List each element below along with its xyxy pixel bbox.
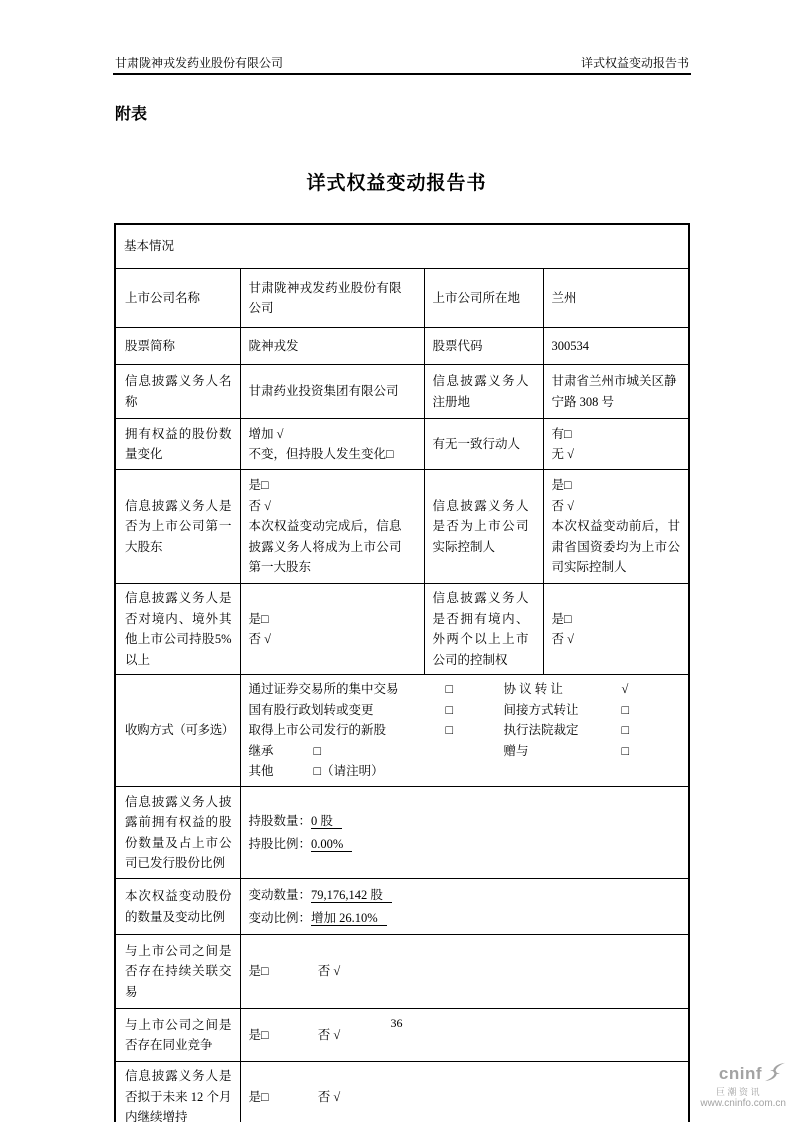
competition-label: 与上市公司之间是否存在同业竞争 bbox=[115, 1009, 240, 1062]
company-label: 上市公司名称 bbox=[115, 269, 240, 328]
company-location-value: 兰州 bbox=[543, 269, 689, 328]
change-amount-values bbox=[240, 879, 689, 935]
other-holdings-label: 信息披露义务人是否对境内、境外其他上市公司持股5%以上 bbox=[115, 584, 240, 675]
cninfo-watermark bbox=[700, 1062, 786, 1109]
opt-gift-label: 赠与 bbox=[503, 743, 529, 758]
pre-holdings-ratio-value: 0.00% bbox=[311, 837, 352, 852]
concert-party-yes: 有□ bbox=[551, 426, 572, 441]
cninfo-swirl-icon bbox=[764, 1062, 786, 1087]
acquisition-method-label: 收购方式（可多选） bbox=[115, 675, 240, 787]
opt-other-checkbox: □ bbox=[313, 764, 322, 779]
competition-no: 否 √ bbox=[317, 1027, 341, 1042]
footer-page-number: 36 bbox=[390, 1016, 403, 1030]
opt-agreement-transfer-checkmark: √ bbox=[621, 682, 629, 697]
future-increase-yes: 是□ bbox=[248, 1089, 269, 1104]
company-value: 甘肃陇神戎发药业股份有限公司 bbox=[240, 269, 424, 328]
dual-control-options bbox=[543, 584, 689, 675]
actual-controller-label: 信息披露义务人是否为上市公司实际控制人 bbox=[424, 470, 543, 584]
dual-control-no: 否 √ bbox=[551, 632, 574, 646]
change-ratio bbox=[249, 908, 681, 929]
competition-yes: 是□ bbox=[248, 1027, 269, 1042]
pre-holdings-quantity-value: 0 股 bbox=[311, 814, 342, 829]
opt-other-label: 其他 bbox=[248, 764, 274, 779]
acquisition-option-row bbox=[249, 679, 681, 700]
actual-controller-options bbox=[543, 470, 689, 584]
basic-info-table bbox=[114, 223, 690, 1122]
running-header bbox=[115, 55, 689, 71]
table-row-acquisition-method bbox=[115, 675, 689, 787]
future-increase-no: 否 √ bbox=[317, 1089, 341, 1104]
header-company-name: 甘肃陇神戎发药业股份有限公司 bbox=[115, 56, 284, 70]
opt-exchange-trade-checkbox: □ bbox=[445, 682, 454, 697]
table-row-other-holdings bbox=[115, 584, 689, 675]
opt-gift-checkbox: □ bbox=[621, 743, 630, 758]
opt-indirect-transfer-checkbox: □ bbox=[621, 702, 630, 717]
other-holdings-yes: 是□ bbox=[248, 611, 269, 626]
table-row-related-transactions bbox=[115, 935, 689, 1009]
document-title: 详式权益变动报告书 bbox=[306, 173, 487, 194]
related-txn-options bbox=[240, 935, 689, 1009]
discloser-name-value: 甘肃药业投资集团有限公司 bbox=[240, 365, 424, 419]
discloser-domicile-label: 信息披露义务人注册地 bbox=[424, 365, 543, 419]
change-quantity-value: 79,176,142 股 bbox=[311, 888, 392, 903]
code-value: 300534 bbox=[543, 328, 689, 365]
future-increase-label: 信息披露义务人是否拟于未来 12 个月内继续增持 bbox=[115, 1062, 240, 1122]
related-txn-yes: 是□ bbox=[248, 964, 269, 979]
change-quantity-label: 变动数量： bbox=[248, 888, 312, 902]
acquisition-method-options bbox=[240, 675, 689, 787]
table-row-share-change bbox=[115, 419, 689, 470]
change-ratio-label: 变动比例： bbox=[248, 910, 312, 925]
opt-court-ruling-label: 执行法院裁定 bbox=[503, 723, 579, 738]
first-shareholder-label: 信息披露义务人是否为上市公司第一大股东 bbox=[115, 470, 240, 584]
share-change-label: 拥有权益的股份数量变化 bbox=[115, 419, 240, 470]
pre-holdings-label: 信息披露义务人披露前拥有权益的股份数量及占上市公司已发行股份比例 bbox=[115, 787, 240, 879]
appendix-label: 附表 bbox=[115, 106, 148, 123]
pre-holdings-ratio-label: 持股比例： bbox=[248, 836, 312, 851]
related-txn-label: 与上市公司之间是否存在持续关联交易 bbox=[115, 935, 240, 1009]
section-header-cell: 基本情况 bbox=[115, 224, 689, 269]
change-quantity bbox=[249, 885, 681, 906]
pre-holdings-quantity bbox=[249, 811, 681, 832]
share-change-unchanged: 不变，但持股人发生变化□ bbox=[248, 447, 394, 461]
dual-control-yes: 是□ bbox=[551, 611, 572, 626]
opt-exchange-trade-label: 通过证券交易所的集中交易 bbox=[248, 682, 399, 697]
dual-control-label: 信息披露义务人是否拥有境内、外两个以上上市公司的控制权 bbox=[424, 584, 543, 675]
share-change-options bbox=[240, 419, 424, 470]
concert-party-label: 有无一致行动人 bbox=[424, 419, 543, 470]
opt-indirect-transfer-label: 间接方式转让 bbox=[503, 702, 579, 717]
acquisition-option-row bbox=[249, 700, 681, 721]
opt-inheritance-label: 继承 bbox=[248, 743, 274, 758]
change-amount-label: 本次权益变动股份的数量及变动比例 bbox=[115, 879, 240, 935]
header-report-name: 详式权益变动报告书 bbox=[580, 56, 689, 70]
acquisition-option-row bbox=[249, 741, 681, 762]
pre-holdings-ratio bbox=[249, 834, 681, 855]
acquisition-option-row bbox=[249, 761, 681, 782]
table-row-future-increase bbox=[115, 1062, 689, 1122]
future-increase-options bbox=[240, 1062, 689, 1122]
pre-holdings-values bbox=[240, 787, 689, 879]
actual-controller-yes: 是□ bbox=[551, 478, 572, 493]
cninfo-url: www.cninfo.com.cn bbox=[700, 1098, 786, 1110]
other-holdings-no: 否 √ bbox=[248, 632, 271, 646]
concert-party-options bbox=[543, 419, 689, 470]
ticker-value: 陇神戎发 bbox=[240, 328, 424, 365]
related-txn-no: 否 √ bbox=[317, 964, 341, 979]
first-shareholder-no: 否 √ bbox=[248, 498, 271, 513]
discloser-name-label: 信息披露义务人名称 bbox=[115, 365, 240, 419]
opt-agreement-transfer-label: 协 议 转 让 bbox=[503, 682, 563, 697]
actual-controller-note: 本次权益变动前后，甘肃省国资委均为上市公司实际控制人 bbox=[551, 519, 681, 575]
actual-controller-no: 否 √ bbox=[551, 498, 574, 513]
cninfo-caption: 巨潮资讯 bbox=[715, 1086, 762, 1097]
table-row-pre-holdings bbox=[115, 787, 689, 879]
cninfo-brand-text: cninf bbox=[718, 1063, 762, 1083]
first-shareholder-options bbox=[240, 470, 424, 584]
opt-other-note: （请注明） bbox=[321, 764, 384, 779]
other-holdings-options bbox=[240, 584, 424, 675]
table-row-company bbox=[115, 269, 689, 328]
concert-party-no: 无 √ bbox=[551, 447, 574, 461]
opt-state-transfer-label: 国有股行政划转或变更 bbox=[248, 702, 374, 717]
ticker-label: 股票简称 bbox=[115, 328, 240, 365]
first-shareholder-note: 本次权益变动完成后，信息披露义务人将成为上市公司第一大股东 bbox=[248, 519, 402, 575]
opt-new-shares-label: 取得上市公司发行的新股 bbox=[248, 723, 387, 738]
company-location-label: 上市公司所在地 bbox=[424, 269, 543, 328]
opt-inheritance-checkbox: □ bbox=[313, 743, 322, 758]
pre-holdings-quantity-label: 持股数量： bbox=[248, 814, 312, 828]
table-row-change-amount bbox=[115, 879, 689, 935]
discloser-domicile-value: 甘肃省兰州市城关区静宁路 308 号 bbox=[543, 365, 689, 419]
header-divider bbox=[113, 73, 691, 75]
table-row-first-shareholder bbox=[115, 470, 689, 584]
table-row-discloser bbox=[115, 365, 689, 419]
code-label: 股票代码 bbox=[424, 328, 543, 365]
change-ratio-value: 增加 26.10% bbox=[311, 911, 387, 926]
table-row-ticker bbox=[115, 328, 689, 365]
first-shareholder-yes: 是□ bbox=[248, 478, 269, 493]
opt-new-shares-checkbox: □ bbox=[445, 723, 454, 738]
share-change-increase: 增加 √ bbox=[248, 426, 284, 441]
table-row-section-header bbox=[115, 224, 689, 269]
acquisition-option-row bbox=[249, 720, 681, 741]
opt-court-ruling-checkbox: □ bbox=[621, 723, 630, 738]
opt-state-transfer-checkbox: □ bbox=[445, 702, 454, 717]
